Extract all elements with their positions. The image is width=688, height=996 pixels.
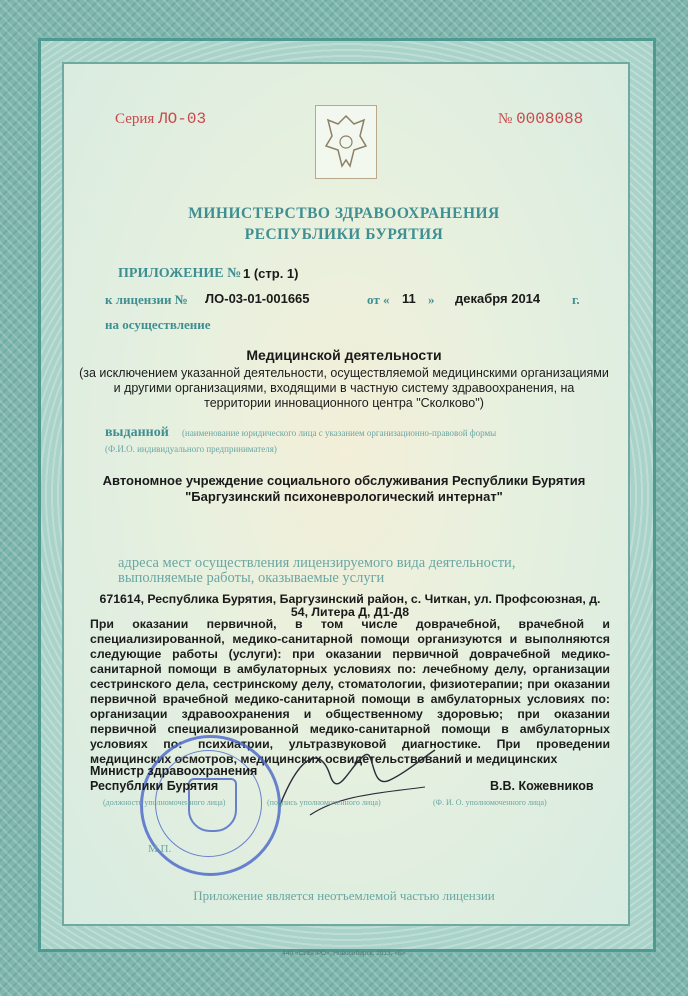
printer-mark: 440 «СИБПРО», Новосибирск, 2013, «Б» bbox=[282, 950, 406, 957]
number-value: 0008088 bbox=[516, 110, 584, 128]
address-line1: 671614, Республика Бурятия, Баргузинский район, с. Читкан, ул. Профсоюзная, д. bbox=[99, 592, 601, 606]
mp-label: М.П. bbox=[148, 843, 172, 855]
addresses-label-line2: выполняемые работы, оказываемые услуги bbox=[118, 570, 385, 586]
purpose-label: на осуществление bbox=[105, 317, 211, 332]
date-from-label: от « bbox=[367, 292, 390, 307]
issued-hint1: (наименование юридического лица с указанием организационно-правовой формы bbox=[182, 428, 497, 438]
footer-note: Приложение является неотъемлемой частью лицензии bbox=[193, 888, 495, 903]
organization-line1: Автономное учреждение социального обслуживания Республики Бурятия bbox=[102, 473, 586, 488]
series-label: Серия bbox=[115, 111, 155, 127]
date-month-year: декабря 2014 bbox=[455, 291, 541, 306]
number-label: № bbox=[498, 111, 513, 127]
ministry-line1: МИНИСТЕРСТВО ЗДРАВООХРАНЕНИЯ bbox=[188, 205, 500, 222]
series-value: ЛО-03 bbox=[158, 110, 207, 128]
activity-title: Медицинской деятельности bbox=[246, 347, 442, 363]
year-suffix: г. bbox=[572, 292, 580, 307]
issued-hint2: (Ф.И.О. индивидуального предпринимателя) bbox=[105, 444, 277, 454]
date-close-quote: » bbox=[428, 292, 435, 307]
ministry-line2: РЕСПУБЛИКИ БУРЯТИЯ bbox=[244, 226, 444, 243]
activity-line3: территории инновационного центра "Сколково") bbox=[204, 396, 484, 410]
signer-name: В.В. Кожевников bbox=[490, 779, 594, 793]
number-row bbox=[498, 110, 583, 128]
address-line2: 54, Литера Д, Д1-Д8 bbox=[290, 605, 410, 619]
license-label: к лицензии № bbox=[105, 292, 188, 307]
hint-position: (должность уполномоченного лица) bbox=[103, 798, 226, 807]
issued-label: выданной bbox=[105, 425, 169, 440]
addresses-label-line1: адреса мест осуществления лицензируемого вида деятельности, bbox=[118, 555, 516, 571]
date-day: 11 bbox=[402, 291, 416, 306]
signer-position-line2: Республики Бурятия bbox=[90, 779, 219, 793]
services-text: При оказании первичной, в том числе доврачебной, врачебной и специализированной, медико-санитарной помощи организуются и выполняются следующие работы (услуги): при оказании первичной доврачебной медико-санитарной помощи в амбулаторных условиях по: лечебному делу, организации сестринского дела, сестринскому делу, стоматологии, физиотерапии; при оказании первичной врачебной медико-санитарной помощи в амбулаторных условиях по: организации здравоохранения и общественному здоровью; при оказании первичной специализированной медико-санитарной помощи в амбулаторных условиях по: психиатрии, ультразвуковой диагностике. При проведении медицинских осмотров, медицинских освидетельствований и медицинских bbox=[90, 617, 610, 766]
activity-line1: (за исключением указанной деятельности, осуществляемой медицинскими организациями bbox=[79, 366, 609, 380]
appendix-value: 1 (стр. 1) bbox=[243, 266, 299, 281]
organization-line2: "Баргузинский психоневрологический интернат" bbox=[185, 489, 503, 504]
coat-of-arms-icon bbox=[315, 105, 377, 179]
license-number: ЛО-03-01-001665 bbox=[205, 291, 310, 306]
appendix-label: ПРИЛОЖЕНИЕ № bbox=[118, 266, 242, 281]
handwritten-signature bbox=[260, 735, 450, 825]
series-row bbox=[115, 110, 206, 128]
activity-line2: и другими организациями, входящими в частную систему здравоохранения, на bbox=[113, 381, 575, 395]
hint-name: (Ф. И. О. уполномоченного лица) bbox=[433, 798, 547, 807]
signer-position-line1: Министр здравоохранения bbox=[90, 764, 258, 778]
hint-signature: (подпись уполномоченного лица) bbox=[267, 798, 381, 807]
